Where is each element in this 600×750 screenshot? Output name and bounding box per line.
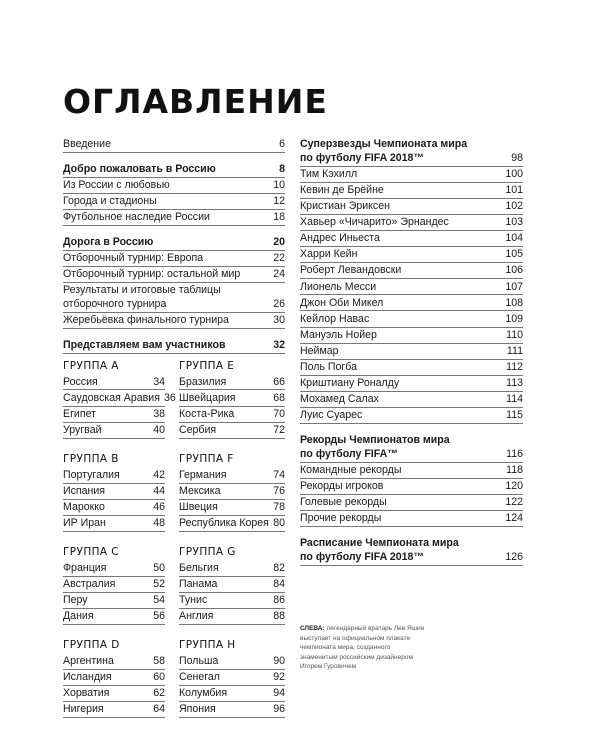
toc-entry[interactable] [63, 610, 165, 625]
toc-entry-page: 98 [511, 151, 523, 164]
toc-entry[interactable] [300, 361, 523, 376]
group-title: ГРУППА D [63, 638, 120, 651]
toc-entry[interactable] [179, 469, 285, 484]
toc-entry-line1[interactable] [63, 284, 285, 298]
toc-entry-title: по футболу FIFA™ [300, 447, 398, 460]
toc-entry-title: Бельгия [179, 561, 219, 574]
toc-entry-page: 46 [153, 500, 165, 513]
toc-entry-title: Прочие рекорды [300, 512, 382, 525]
toc-entry-title: Голевые рекорды [300, 496, 387, 509]
group-f [179, 453, 285, 532]
toc-entry-title: Криштиану Роналду [300, 377, 400, 390]
toc-entry-title: Польша [179, 654, 219, 667]
toc-entry-page: 110 [506, 328, 523, 341]
toc-entry-title: Перу [63, 593, 88, 606]
toc-entry-page: 113 [506, 377, 523, 390]
toc-entry-title: Луис Суарес [300, 409, 363, 422]
toc-entry-title: Отборочный турнир: остальной мир [63, 268, 241, 281]
group-title: ГРУППА H [179, 638, 236, 651]
toc-entry-page: 62 [153, 687, 165, 700]
toc-entry-title: Мексика [179, 484, 221, 497]
toc-entry-title: Андрес Иньеста [300, 232, 380, 245]
toc-entry[interactable] [300, 377, 523, 392]
group-title: ГРУППА A [63, 359, 119, 372]
group-g [179, 546, 285, 625]
toc-entry-page: 80 [273, 517, 285, 529]
toc-entry[interactable] [300, 512, 523, 527]
group-e [179, 360, 285, 439]
toc-entry[interactable] [63, 195, 285, 210]
group-title: ГРУППА B [63, 452, 119, 465]
toc-entry[interactable] [300, 496, 523, 511]
toc-entry[interactable] [300, 393, 523, 408]
toc-entry-page: 72 [273, 423, 285, 436]
toc-entry[interactable] [63, 211, 285, 226]
toc-entry[interactable] [63, 655, 165, 670]
toc-entry[interactable] [300, 464, 523, 479]
toc-entry-page: 44 [153, 484, 165, 497]
toc-entry[interactable] [300, 168, 523, 183]
toc-entry-title: Хорватия [63, 687, 110, 700]
toc-entry-title: Командные рекорды [300, 463, 402, 476]
toc-entry-page: 64 [153, 703, 165, 716]
toc-entry[interactable] [300, 480, 523, 495]
toc-entry-title: Добро пожаловать в Россию [63, 162, 216, 175]
toc-entry-title: Представляем вам участников [63, 338, 226, 351]
toc-entry-title: ИР Иран [63, 517, 106, 529]
toc-entry-page: 124 [505, 512, 523, 525]
toc-entry-title: Лионель Месси [300, 280, 377, 293]
toc-entry-page: 100 [505, 167, 523, 180]
toc-entry-title: Коста-Рика [179, 407, 235, 420]
toc-entry-title: Мануэль Нойер [300, 328, 377, 341]
toc-entry-title: Бразилия [179, 375, 227, 388]
toc-entry-title: Роберт Левандовски [300, 264, 402, 277]
toc-entry-page: 30 [273, 314, 285, 327]
toc-entry-page: 74 [273, 468, 285, 481]
toc-entry-title: Кейлор Навас [300, 312, 370, 325]
toc-section-participants [63, 339, 285, 354]
caption-label: СЛЕВА: [300, 625, 325, 632]
toc-section-heading[interactable] [300, 551, 523, 566]
toc-entry-page: 38 [153, 407, 165, 420]
group-title: ГРУППА E [179, 359, 235, 372]
toc-entry-page: 105 [505, 248, 523, 261]
toc-section-heading[interactable] [63, 236, 285, 251]
toc-entry[interactable] [63, 424, 165, 439]
toc-entry-title: Жеребьёвка финального турнира [63, 314, 229, 327]
group-d [63, 639, 165, 718]
toc-entry-page: 50 [153, 561, 165, 574]
group-c [63, 546, 165, 625]
toc-entry[interactable] [63, 179, 285, 194]
toc-entry-page: 12 [273, 194, 285, 207]
toc-entry-title: Австралия [63, 577, 116, 590]
toc-entry-title: Нигерия [63, 703, 104, 716]
toc-entry[interactable] [300, 264, 523, 279]
toc-entry-title: Джон Оби Микел [300, 296, 384, 309]
toc-entry-title: Кевин де Брёйне [300, 183, 384, 196]
toc-entry-page: 58 [153, 654, 165, 667]
toc-entry-page: 88 [273, 610, 285, 623]
toc-entry-title: Из России с любовью [63, 178, 170, 191]
toc-entry-page: 32 [273, 338, 285, 351]
toc-entry-title: Футбольное наследие России [63, 211, 210, 224]
toc-entry-title: Россия [63, 375, 98, 388]
group-title: ГРУППА C [63, 545, 119, 558]
toc-entry-page: 26 [273, 297, 285, 310]
toc-entry-title: Япония [179, 703, 216, 716]
toc-entry-page: 111 [506, 344, 523, 357]
toc-entry-page: 114 [506, 393, 523, 406]
toc-entry-page: 82 [273, 561, 285, 574]
toc-entry[interactable] [179, 392, 285, 407]
group-a [63, 359, 176, 439]
toc-entry[interactable] [63, 501, 165, 516]
toc-entry-title: Харри Кейн [300, 248, 358, 261]
toc-section-records [300, 434, 523, 527]
toc-entry[interactable] [63, 391, 176, 407]
toc-entry[interactable] [63, 703, 165, 718]
toc-entry-page: 116 [506, 447, 523, 460]
toc-entry-page: 118 [506, 463, 523, 476]
toc-entry-page: 66 [273, 375, 285, 388]
toc-entry-title: Рекорды игроков [300, 480, 384, 493]
toc-entry-page: 18 [273, 211, 285, 224]
toc-entry-title: Колумбия [179, 687, 228, 700]
toc-section-welcome [63, 163, 285, 226]
toc-entry[interactable] [179, 501, 285, 516]
toc-entry-title: Франция [63, 561, 107, 574]
toc-entry-page: 90 [273, 654, 285, 667]
toc-section-heading-line1[interactable] [300, 138, 523, 152]
toc-entry-title: Сенегал [179, 670, 220, 683]
toc-entry-title: Сербия [179, 423, 217, 436]
toc-entry[interactable] [63, 671, 165, 686]
toc-entry-title: Отборочный турнир: Европа [63, 251, 204, 264]
toc-entry[interactable] [179, 376, 285, 391]
toc-left-column [63, 138, 285, 732]
caption-text: легендарный вратарь Лев Яшин выступает на официальном плакате чемпионата мира, созданного знаменитым российским дизайнером Игорем Гуровичем [300, 625, 425, 671]
toc-entry-page: 68 [273, 391, 285, 404]
toc-entry[interactable] [63, 376, 165, 391]
toc-entry[interactable] [179, 578, 285, 593]
toc-entry-title: Марокко [63, 500, 105, 513]
toc-entry-title: Суперзвезды Чемпионата мира [300, 138, 468, 150]
toc-entry[interactable] [179, 517, 285, 532]
toc-entry-page: 86 [273, 593, 285, 606]
toc-entry[interactable] [179, 562, 285, 577]
toc-entry-page: 34 [153, 375, 165, 388]
toc-entry-title: Неймар [300, 344, 339, 357]
toc-entry-title: Уругвай [63, 423, 102, 436]
toc-entry[interactable] [300, 297, 523, 312]
toc-entry[interactable] [179, 671, 285, 686]
toc-entry-title: Тунис [179, 593, 208, 606]
toc-entry-page: 106 [505, 264, 523, 277]
toc-entry-page: 22 [273, 251, 285, 264]
groups-left-column [63, 359, 176, 732]
toc-entry-title: Хавьер «Чичарито» Эрнандес [300, 216, 449, 229]
toc-entry[interactable] [63, 314, 285, 329]
page-title: ОГЛАВЛЕНИЕ [63, 82, 328, 121]
toc-entry-title: Египет [63, 407, 96, 420]
toc-entry[interactable] [63, 594, 165, 609]
toc-entry-page: 6 [279, 138, 285, 150]
toc-entry[interactable] [63, 687, 165, 702]
toc-entry-title: Кристиан Эриксен [300, 200, 390, 213]
toc-entry[interactable] [300, 345, 523, 360]
toc-entry[interactable] [179, 655, 285, 670]
toc-section-heading[interactable] [63, 163, 285, 178]
toc-section-stars [300, 138, 523, 424]
toc-entry[interactable] [300, 409, 523, 424]
toc-entry-title: Введение [63, 138, 111, 150]
toc-entry-page: 92 [273, 670, 285, 683]
toc-entry-page: 120 [505, 480, 523, 493]
toc-entry-title: Панама [179, 577, 218, 590]
toc-entry-title: Мохамед Салах [300, 393, 379, 406]
toc-entry-page: 36 [163, 391, 176, 404]
toc-entry[interactable] [179, 485, 285, 500]
groups-grid [63, 360, 285, 732]
toc-entry-page: 107 [505, 280, 523, 293]
toc-entry[interactable] [179, 594, 285, 609]
toc-entry[interactable] [63, 298, 285, 313]
toc-entry[interactable] [63, 268, 285, 283]
toc-entry-page: 101 [505, 183, 523, 196]
toc-entry[interactable] [63, 469, 165, 484]
toc-section-heading-line1[interactable] [300, 434, 523, 448]
toc-entry[interactable] [300, 232, 523, 247]
toc-entry-page: 104 [505, 232, 523, 245]
toc-entry[interactable] [300, 329, 523, 344]
toc-entry-title: Саудовская Аравия [63, 391, 160, 404]
toc-entry-title: Тим Кэхилл [300, 167, 358, 180]
toc-section-heading[interactable] [300, 152, 523, 167]
toc-section-heading-line1[interactable] [300, 537, 523, 551]
toc-entry-page: 96 [273, 703, 285, 716]
toc-entry-title: Республика Корея [179, 517, 269, 529]
toc-entry[interactable] [63, 138, 285, 153]
toc-entry-title: Поль Погба [300, 361, 358, 374]
toc-section-heading[interactable] [300, 448, 523, 463]
toc-entry-title: по футболу FIFA 2018™ [300, 151, 424, 164]
toc-entry[interactable] [300, 200, 523, 215]
toc-entry-title: Города и стадионы [63, 194, 157, 207]
toc-entry-title: Швейцария [179, 391, 236, 404]
toc-entry-title: Расписание Чемпионата мира [300, 537, 459, 550]
toc-entry[interactable] [179, 610, 285, 625]
toc-right-column [300, 138, 523, 576]
toc-entry-page: 70 [273, 407, 285, 420]
toc-entry-page: 8 [279, 162, 285, 175]
toc-entry-page: 24 [273, 268, 285, 281]
toc-entry-page: 84 [273, 577, 285, 590]
toc-entry-title: Германия [179, 468, 227, 481]
toc-entry-page: 48 [153, 517, 165, 529]
toc-entry-title: Португалия [63, 468, 120, 481]
toc-section-intro [63, 138, 285, 153]
group-title: ГРУППА G [179, 545, 236, 558]
toc-entry-page: 78 [273, 500, 285, 513]
toc-entry-page: 40 [153, 423, 165, 436]
toc-entry-page: 54 [153, 593, 165, 606]
toc-entry[interactable] [179, 424, 285, 439]
toc-entry[interactable] [179, 687, 285, 702]
toc-entry[interactable] [63, 578, 165, 593]
group-title: ГРУППА F [179, 452, 234, 465]
toc-entry[interactable] [63, 408, 165, 423]
toc-entry-title: Англия [179, 610, 214, 623]
toc-entry-page: 52 [153, 577, 165, 590]
toc-section-heading[interactable] [63, 339, 285, 354]
toc-entry-page: 112 [506, 361, 523, 374]
toc-entry-title: отборочного турнира [63, 297, 167, 310]
toc-entry[interactable] [300, 248, 523, 263]
toc-entry-page: 102 [505, 200, 523, 213]
toc-entry-page: 103 [505, 216, 523, 229]
toc-entry[interactable] [179, 408, 285, 423]
toc-entry[interactable] [63, 252, 285, 267]
toc-entry-page: 42 [153, 468, 165, 481]
toc-entry[interactable] [63, 485, 165, 500]
toc-entry-title: Результаты и итоговые таблицы [63, 284, 221, 297]
toc-section-schedule [300, 537, 523, 566]
group-b [63, 453, 165, 532]
toc-entry[interactable] [300, 313, 523, 328]
toc-entry-page: 109 [505, 312, 523, 325]
toc-section-road [63, 236, 285, 329]
toc-entry-page: 122 [505, 496, 523, 509]
toc-entry-title: по футболу FIFA 2018™ [300, 550, 424, 563]
toc-entry-page: 108 [505, 296, 523, 309]
groups-right-column [179, 360, 285, 732]
toc-entry-page: 115 [506, 409, 523, 422]
toc-entry-page: 20 [273, 235, 285, 248]
toc-entry-title: Швеция [179, 500, 218, 513]
toc-entry-page: 60 [153, 670, 165, 683]
group-h [179, 639, 285, 718]
toc-entry-page: 94 [273, 687, 285, 700]
toc-entry-title: Исландия [63, 670, 112, 683]
toc-entry-title: Испания [63, 484, 106, 497]
toc-entry-page: 76 [273, 484, 285, 497]
toc-entry-page: 126 [505, 550, 523, 563]
toc-entry-title: Дания [63, 610, 94, 623]
toc-entry[interactable] [63, 562, 165, 577]
photo-caption [300, 624, 428, 672]
toc-entry[interactable] [179, 703, 285, 718]
toc-entry-page: 56 [153, 610, 165, 623]
toc-entry[interactable] [300, 216, 523, 231]
toc-entry[interactable] [300, 281, 523, 296]
toc-entry-title: Дорога в Россию [63, 235, 154, 248]
toc-entry-title: Рекорды Чемпионатов мира [300, 434, 450, 447]
toc-entry[interactable] [300, 184, 523, 199]
toc-entry[interactable] [63, 517, 165, 532]
toc-entry-page: 10 [273, 178, 285, 191]
toc-entry-title: Аргентина [63, 654, 114, 667]
